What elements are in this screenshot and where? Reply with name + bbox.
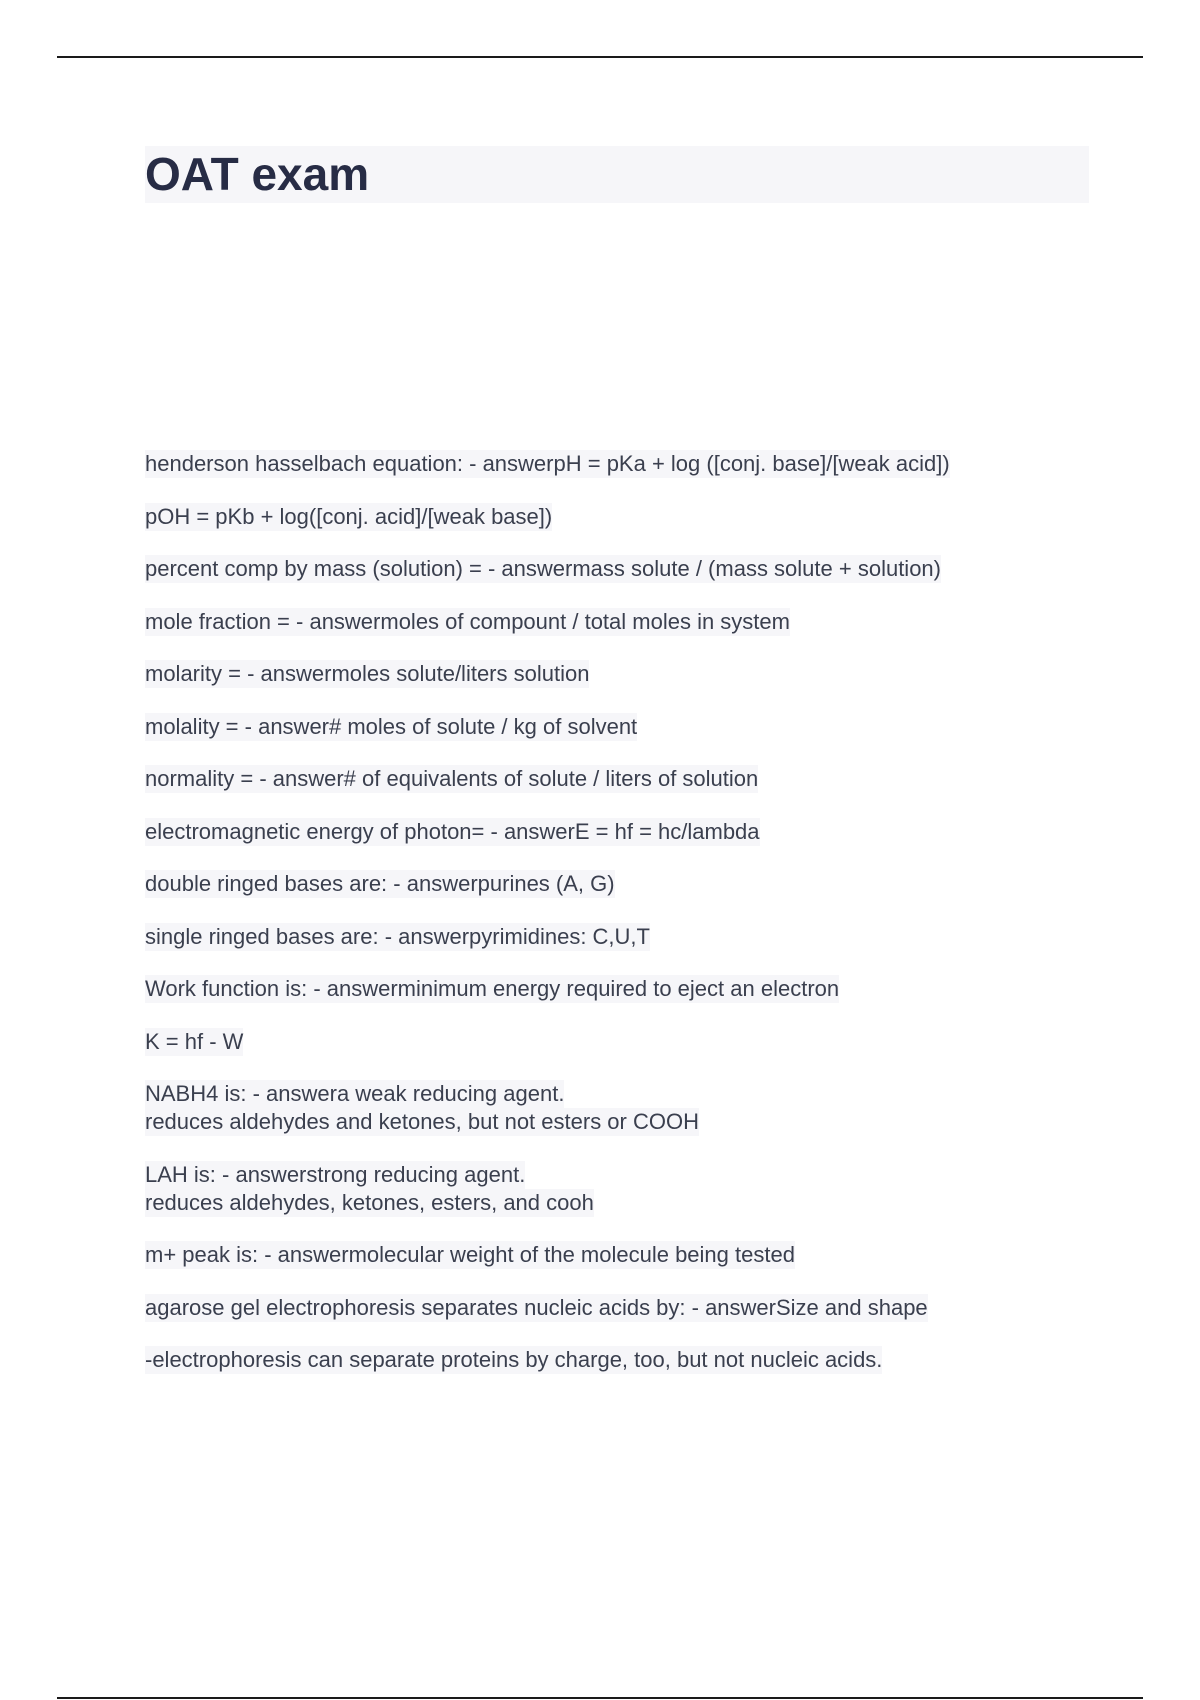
entry-line: double ringed bases are: - answerpurines (A, G) [145,871,615,896]
flashcard-entry [145,818,1105,846]
flashcard-entry [145,1028,1105,1056]
page-title: OAT exam [145,148,370,200]
entry-line: henderson hasselbach equation: - answerpH = pKa + log ([conj. base]/[weak acid]) [145,451,950,476]
flashcard-entry [145,660,1105,688]
flashcard-list [145,450,1105,1399]
flashcard-entry [145,713,1105,741]
entry-line: molarity = - answermoles solute/liters solution [145,661,590,686]
entry-line: percent comp by mass (solution) = - answermass solute / (mass solute + solution) [145,556,941,581]
flashcard-entry [145,870,1105,898]
flashcard-entry [145,1080,1105,1136]
entry-line: normality = - answer# of equivalents of solute / liters of solution [145,766,759,791]
flashcard-entry [145,450,1105,478]
entry-line: -electrophoresis can separate proteins by charge, too, but not nucleic acids. [145,1347,883,1372]
entry-line: Work function is: - answerminimum energy required to eject an electron [145,976,840,1001]
flashcard-entry [145,1294,1105,1322]
entry-line: electromagnetic energy of photon= - answerE = hf = hc/lambda [145,818,760,844]
flashcard-entry [145,765,1105,793]
entry-line: reduces aldehydes and ketones, but not esters or COOH [145,1109,699,1134]
top-rule [57,56,1143,58]
flashcard-entry [145,555,1105,583]
flashcard-entry [145,1346,1105,1374]
entry-line: NABH4 is: - answera weak reducing agent. [145,1081,565,1106]
entry-line: mole fraction = - answermoles of compount / total moles in system [145,608,790,634]
flashcard-entry [145,975,1105,1003]
flashcard-entry [145,503,1105,531]
entry-line: LAH is: - answerstrong reducing agent. [145,1161,526,1187]
entry-line: pOH = pKb + log([conj. acid]/[weak base]) [145,503,553,529]
entry-line: reduces aldehydes, ketones, esters, and cooh [145,1189,594,1215]
flashcard-entry [145,608,1105,636]
bottom-rule [57,1697,1143,1699]
flashcard-entry [145,1241,1105,1269]
flashcard-entry [145,923,1105,951]
entry-line: molality = - answer# moles of solute / kg of solvent [145,713,638,739]
entry-line: agarose gel electrophoresis separates nucleic acids by: - answerSize and shape [145,1294,928,1320]
entry-line: K = hf - W [145,1028,244,1054]
flashcard-entry [145,1161,1105,1217]
entry-line: single ringed bases are: - answerpyrimidines: C,U,T [145,923,650,949]
entry-line: m+ peak is: - answermolecular weight of the molecule being tested [145,1242,795,1267]
